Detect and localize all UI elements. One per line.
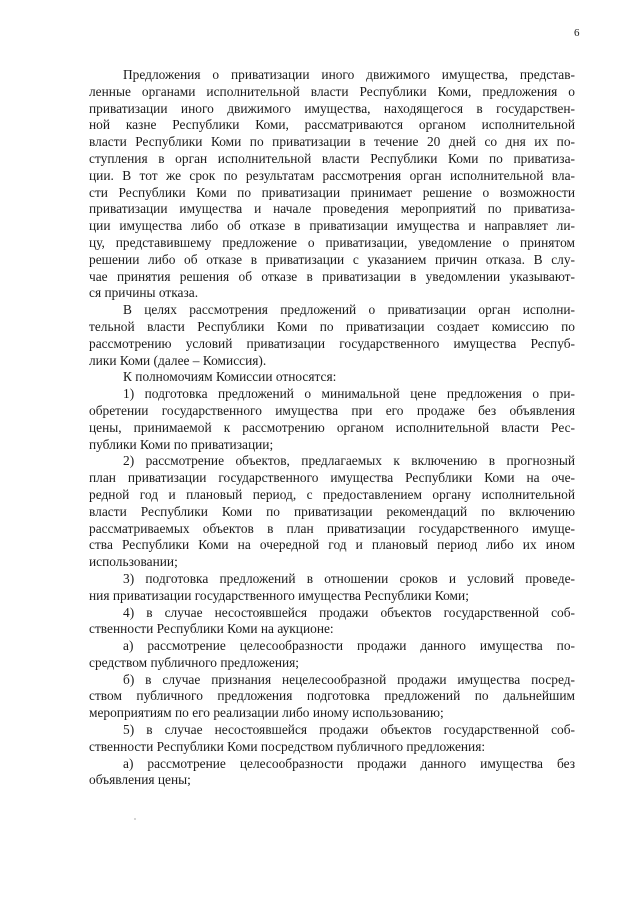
- text-line: 4) в случае несостоявшейся продажи объектов государственной соб-: [123, 604, 575, 620]
- text-line: ленные органами исполнительной власти Республики Коми, предложения о: [89, 83, 575, 99]
- text-line: сти Республики Коми по приватизации принимает решение о возможности: [89, 184, 575, 200]
- scan-speck: [134, 818, 136, 820]
- text-line: 1) подготовка предложений о минимальной цене предложения о при-: [123, 386, 575, 402]
- text-line: рассмотрению условий приватизации государственного имущества Респуб-: [89, 335, 575, 351]
- text-line: публики Коми по приватизации;: [89, 436, 274, 452]
- text-line: приватизации иного движимого имущества, находящегося в государствен-: [89, 100, 575, 116]
- text-line: а) рассмотрение целесообразности продажи данного имущества без: [123, 755, 575, 771]
- page-number: 6: [574, 27, 580, 39]
- text-line: власти Республики Коми по приватизации рекомендаций по включению: [89, 503, 575, 519]
- text-line: чае принятия решения об отказе в приватизации в уведомлении указывают-: [89, 268, 575, 284]
- text-line: ной казне Республики Коми, рассматриваются органом исполнительной: [89, 117, 575, 133]
- text-line: план приватизации государственного имущества Республики Коми на оче-: [89, 470, 575, 486]
- text-line: цены, принимаемой к рассмотрению органом исполнительной власти Рес-: [89, 419, 575, 435]
- text-line: рассматриваемых объектов в план приватизации государственного имуще-: [89, 520, 575, 536]
- text-line: власти Республики Коми по приватизации в течение 20 дней со дня их по-: [89, 134, 575, 150]
- text-line: тельной власти Республики Коми по приватизации создает комиссию по: [89, 318, 575, 334]
- text-line: б) в случае признания нецелесообразной продажи имущества посред-: [123, 671, 575, 687]
- text-line: а) рассмотрение целесообразности продажи данного имущества по-: [123, 638, 575, 654]
- text-line: К полномочиям Комиссии относятся:: [123, 369, 337, 385]
- text-line: редной год и плановый период, с предоставлением органу исполнительной: [89, 486, 575, 502]
- text-line: обретении государственного имущества при его продаже без объявления: [89, 402, 575, 418]
- text-line: ственности Республики Коми посредством публичного предложения:: [89, 738, 486, 754]
- text-line: ступления в орган исполнительной власти Республики Коми по приватиза-: [89, 150, 575, 166]
- text-line: 3) подготовка предложений в отношении сроков и условий проведе-: [123, 570, 575, 586]
- text-line: ся причины отказа.: [89, 285, 199, 301]
- text-line: приватизации имущества и начале проведения мероприятий по приватиза-: [89, 201, 575, 217]
- text-line: В целях рассмотрения предложений о приватизации орган исполни-: [123, 302, 575, 318]
- text-line: объявления цены;: [89, 772, 191, 788]
- text-line: 2) рассмотрение объектов, предлагаемых к включению в прогнозный: [123, 453, 575, 469]
- text-line: 5) в случае несостоявшейся продажи объектов государственной соб-: [123, 722, 575, 738]
- text-line: средством публичного предложения;: [89, 654, 300, 670]
- text-line: ния приватизации государственного имущества Республики Коми;: [89, 587, 469, 603]
- text-line: Предложения о приватизации иного движимого имущества, представ-: [123, 67, 575, 82]
- text-line: ством публичного предложения подготовка предложений по дальнейшим: [89, 688, 575, 704]
- text-line: ции. В тот же срок по результатам рассмотрения орган исполнительной вла-: [89, 167, 575, 183]
- text-line: решении либо об отказе в приватизации с указанием причин отказа. В слу-: [89, 251, 575, 267]
- text-line: использовании;: [89, 554, 178, 570]
- document-body: [89, 67, 575, 789]
- text-line: цу, представившему предложение о приватизации, уведомление о принятом: [89, 234, 575, 250]
- text-line: ства Республики Коми на очередной год и плановый период либо их ином: [89, 537, 575, 553]
- text-line: ственности Республики Коми на аукционе:: [89, 621, 334, 637]
- text-line: лики Коми (далее – Комиссия).: [89, 352, 267, 368]
- text-line: ции имущества либо об отказе в приватизации имущества и направляет ли-: [89, 218, 575, 234]
- text-line: мероприятиям по его реализации либо иному использованию;: [89, 705, 444, 721]
